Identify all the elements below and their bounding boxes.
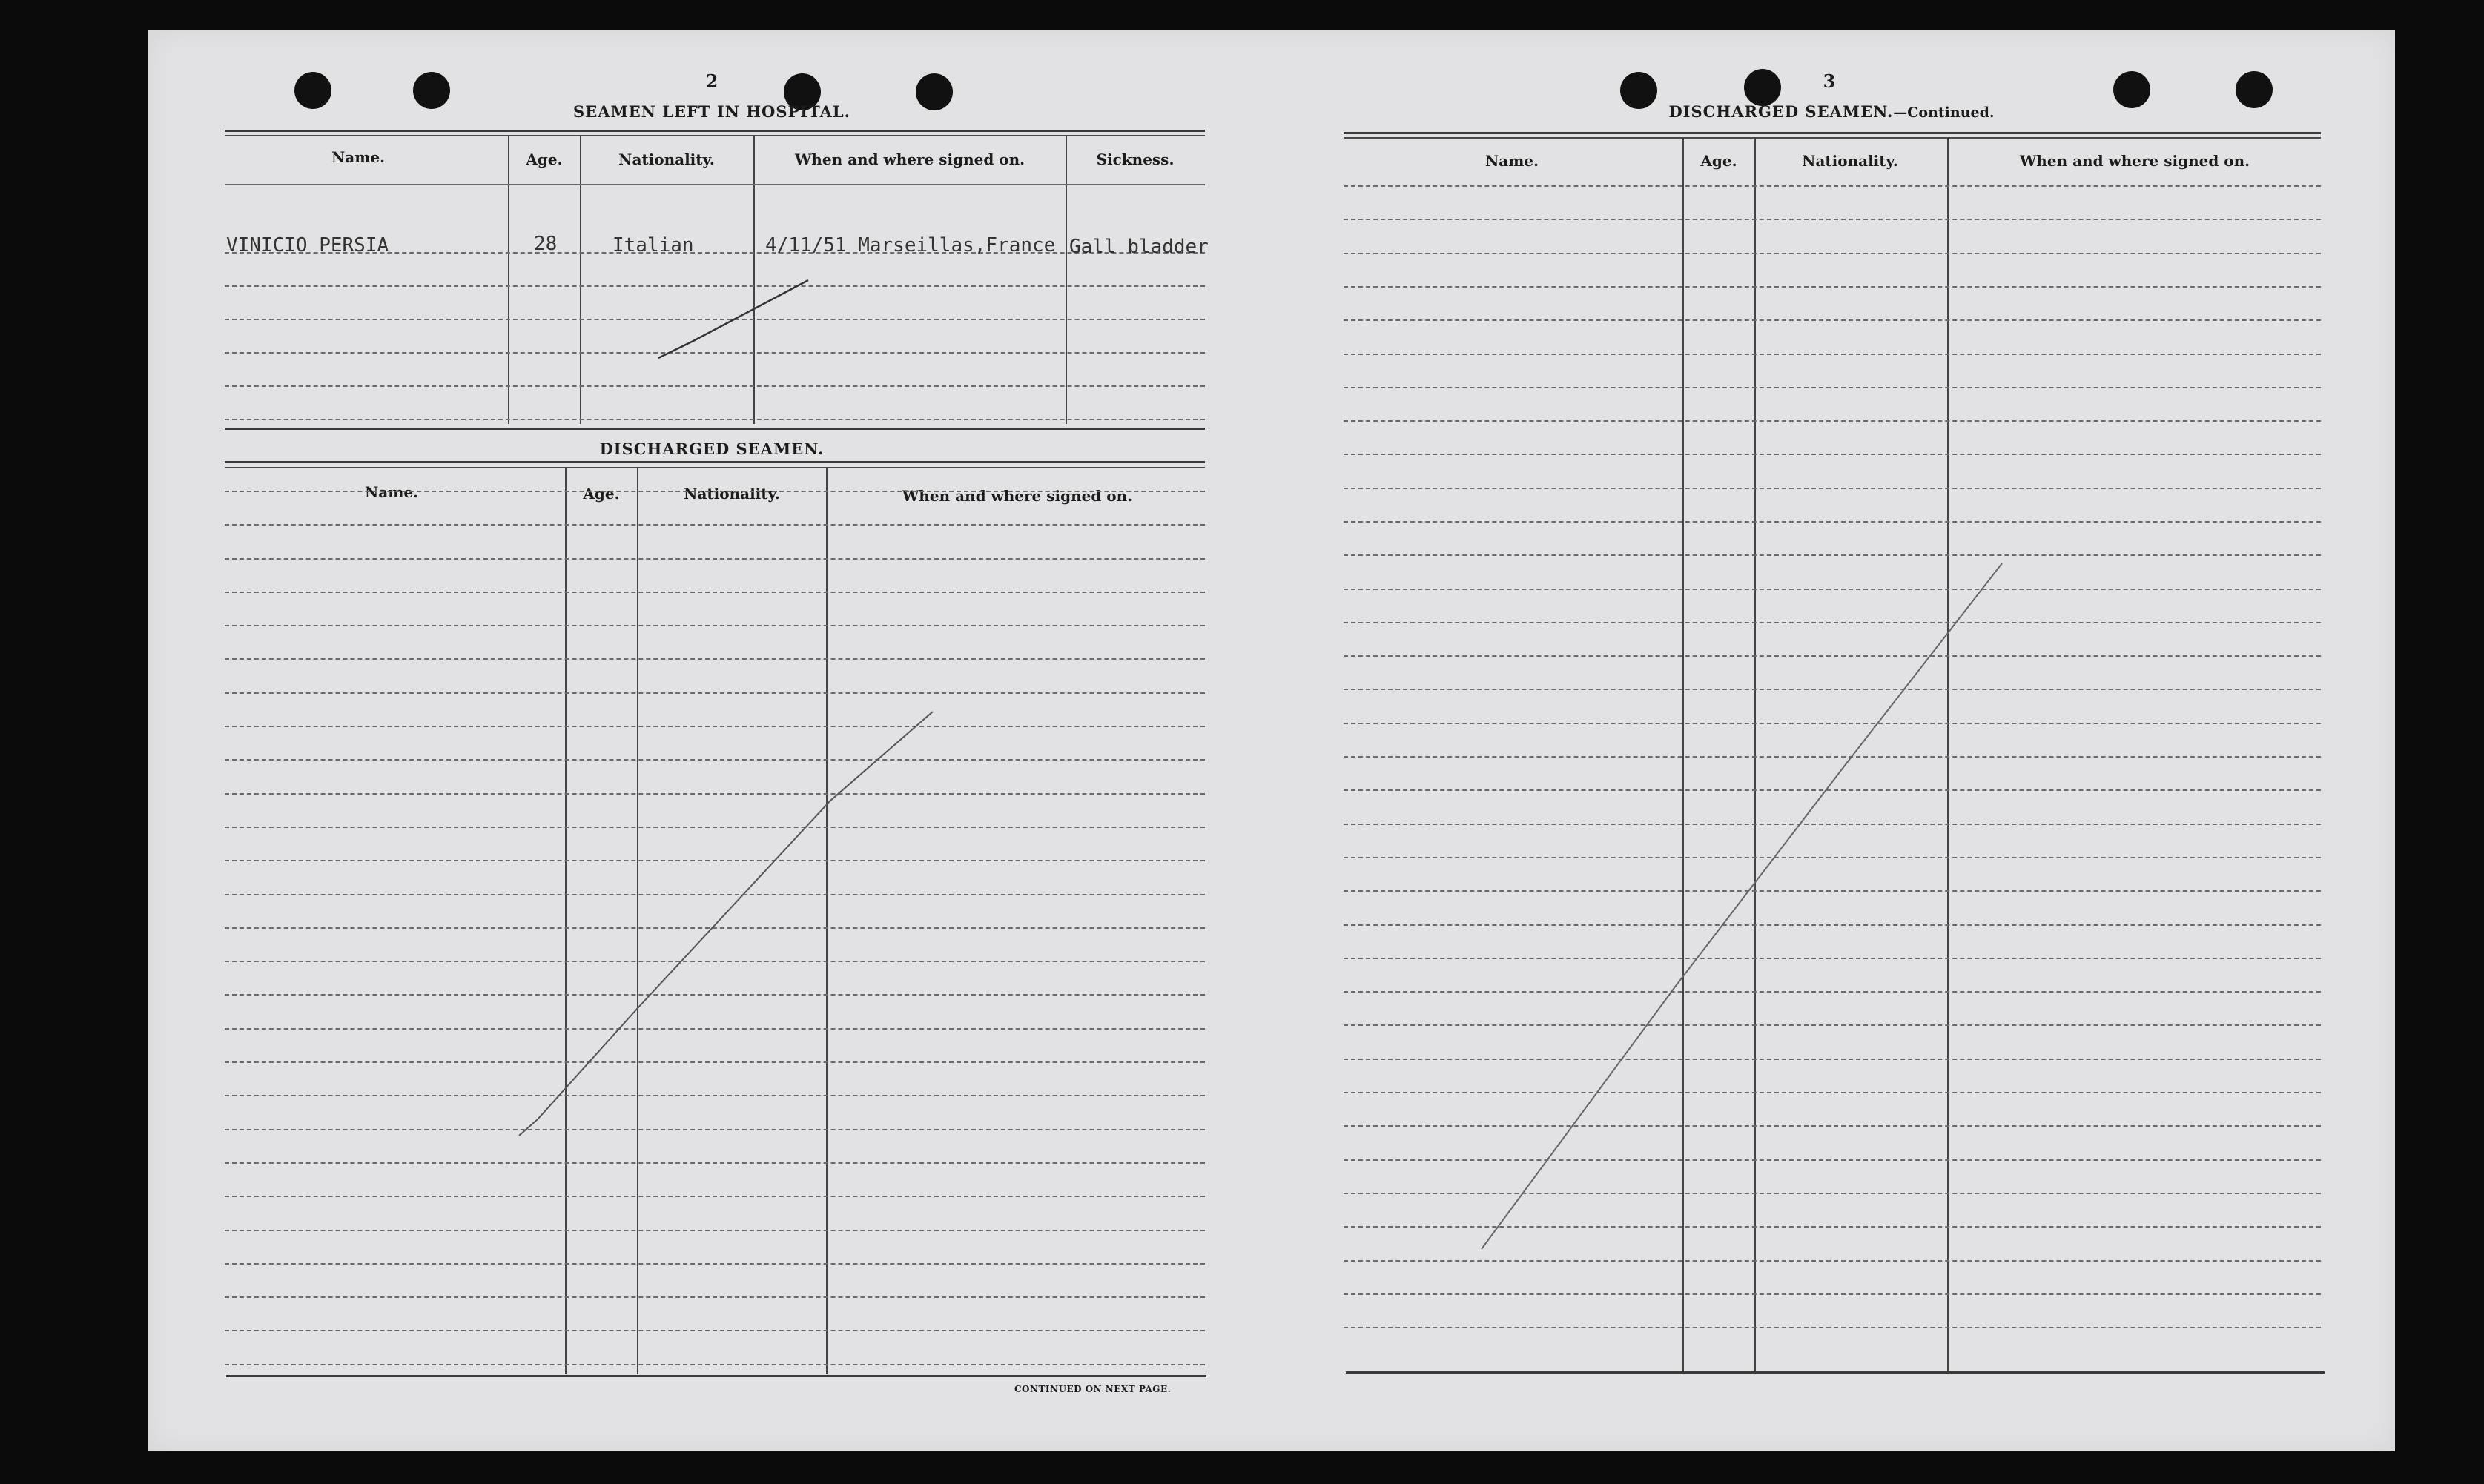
ledger-row-rule — [1344, 1159, 2321, 1161]
right-col-divider — [1754, 137, 1756, 1371]
ledger-row-rule — [225, 524, 1205, 526]
hospital-header-nationality: Nationality. — [618, 150, 715, 168]
ledger-row-rule — [225, 894, 1205, 895]
ledger-row-rule — [1344, 387, 2321, 388]
hospital-entry-name: VINICIO PERSIA — [226, 234, 389, 256]
hospital-row-rule — [225, 319, 1205, 320]
ledger-row-rule — [225, 1129, 1205, 1130]
hospital-table-top-rule2 — [225, 135, 1205, 136]
ledger-row-rule — [1344, 789, 2321, 791]
ledger-row-rule — [225, 860, 1205, 861]
ledger-row-rule — [225, 726, 1205, 727]
ledger-row-rule — [1344, 723, 2321, 724]
ledger-row-rule — [225, 1061, 1205, 1063]
ledger-row-rule — [1344, 1092, 2321, 1093]
hospital-row-rule — [225, 285, 1205, 287]
ledger-row-rule — [225, 1330, 1205, 1331]
ledger-row-rule — [1344, 824, 2321, 825]
punch-hole — [413, 72, 450, 109]
ledger-row-rule — [225, 625, 1205, 626]
discharged-section-title-right — [1602, 102, 2061, 121]
ledger-row-rule — [1344, 1125, 2321, 1127]
right-table-top-rule2 — [1344, 137, 2321, 139]
ledger-row-rule — [225, 692, 1205, 694]
hospital-header-sickness: Sickness. — [1096, 150, 1175, 168]
discharged-header-name-left: Name. — [364, 483, 419, 501]
right-col-divider — [1682, 137, 1684, 1371]
discharged-header-nationality-left: Nationality. — [684, 485, 780, 503]
punch-hole — [1744, 69, 1781, 106]
punch-hole — [916, 73, 953, 110]
discharged-col-divider — [565, 467, 567, 1374]
right-discharged-strike-line — [1482, 563, 2002, 1249]
ledger-row-rule — [225, 994, 1205, 996]
ledger-row-rule — [1344, 1293, 2321, 1295]
ledger-row-rule — [1344, 1024, 2321, 1026]
ledger-row-rule — [1344, 354, 2321, 355]
ledger-row-rule — [1344, 1327, 2321, 1328]
punch-hole — [2236, 71, 2273, 108]
hospital-header-name: Name. — [331, 148, 386, 166]
ledger-row-rule — [225, 1296, 1205, 1298]
discharged-col-divider — [826, 467, 828, 1374]
ledger-row-rule — [1344, 319, 2321, 321]
ledger-row-rule — [1344, 890, 2321, 892]
hospital-entry-sickness: Gall bladder — [1069, 236, 1209, 258]
right-table-bottom-rule — [1346, 1371, 2325, 1374]
ledger-row-rule — [225, 961, 1205, 962]
ledger-row-rule — [1344, 454, 2321, 455]
ledger-row-rule — [225, 1162, 1205, 1164]
ledger-row-rule — [225, 592, 1205, 593]
hospital-row-rule — [225, 352, 1205, 354]
discharged-table-bottom-rule-left — [226, 1375, 1206, 1377]
ledger-row-rule — [225, 558, 1205, 560]
ledger-row-rule — [1344, 488, 2321, 489]
ledger-row-rule — [225, 658, 1205, 660]
hospital-table-top-rule — [225, 130, 1205, 132]
ledger-row-rule — [1344, 622, 2321, 623]
ledger-row-rule — [1344, 253, 2321, 254]
ledger-row-rule — [1344, 554, 2321, 556]
right-table-top-rule — [1344, 132, 2321, 134]
ledger-row-rule — [1344, 958, 2321, 959]
hospital-row-rule — [225, 184, 1205, 185]
hospital-col-divider — [580, 135, 581, 424]
ledger-row-rule — [225, 827, 1205, 828]
ledger-row-rule — [1344, 756, 2321, 758]
ledger-row-rule — [225, 1028, 1205, 1030]
ledger-row-rule — [1344, 1260, 2321, 1262]
ledger-row-rule — [1344, 1059, 2321, 1060]
ledger-row-rule — [1344, 420, 2321, 422]
ledger-sheet — [148, 30, 2395, 1451]
ledger-row-rule — [1344, 857, 2321, 858]
continued-note: CONTINUED ON NEXT PAGE. — [1014, 1384, 1172, 1394]
punch-hole — [294, 72, 331, 109]
discharged-title-right-suffix: —Continued. — [1893, 105, 1995, 121]
punch-hole — [2113, 71, 2150, 108]
ledger-row-rule — [225, 491, 1205, 492]
hospital-entry-signed-on: 4/11/51 Marseillas,France — [765, 234, 1056, 256]
hospital-col-divider — [1066, 135, 1067, 424]
ledger-row-rule — [225, 1263, 1205, 1265]
discharged-header-age-right: Age. — [1700, 152, 1737, 170]
ledger-row-rule — [1344, 1226, 2321, 1228]
page-number-left: 2 — [705, 70, 719, 92]
ledger-row-rule — [1344, 521, 2321, 523]
hospital-entry-age: 28 — [534, 233, 558, 255]
ledger-row-rule — [1344, 655, 2321, 657]
ledger-row-rule — [225, 1196, 1205, 1197]
ledger-row-rule — [225, 1095, 1205, 1096]
ledger-row-rule — [225, 1230, 1205, 1231]
hospital-col-divider — [753, 135, 755, 424]
ledger-row-rule — [1344, 219, 2321, 220]
hospital-row-rule — [225, 385, 1205, 387]
page-number-right: 3 — [1823, 70, 1836, 92]
ledger-row-rule — [1344, 924, 2321, 926]
discharged-header-nationality-right: Nationality. — [1802, 152, 1898, 170]
hospital-table-bottom-rule — [225, 428, 1205, 430]
ledger-row-rule — [225, 1364, 1205, 1365]
left-discharged-strike-line — [519, 712, 933, 1136]
discharged-table-top-rule — [225, 461, 1205, 463]
discharged-title-right-main: DISCHARGED SEAMEN. — [1668, 102, 1894, 121]
ledger-row-rule — [1344, 286, 2321, 288]
discharged-header-name-right: Name. — [1484, 152, 1539, 170]
discharged-header-signed-on-right: When and where signed on. — [2019, 152, 2250, 170]
pen-strike-lines — [148, 30, 2395, 1451]
right-col-divider — [1947, 137, 1949, 1371]
hospital-entry-nationality: Italian — [612, 234, 694, 256]
ledger-row-rule — [1344, 689, 2321, 690]
hospital-header-age: Age. — [526, 150, 563, 168]
discharged-header-age-left: Age. — [583, 485, 620, 503]
ledger-row-rule — [1344, 991, 2321, 993]
ledger-row-rule — [225, 793, 1205, 795]
discharged-section-title-left: DISCHARGED SEAMEN. — [599, 440, 825, 458]
discharged-col-divider — [637, 467, 638, 1374]
ledger-row-rule — [1344, 185, 2321, 187]
ledger-row-rule — [1344, 589, 2321, 590]
ledger-row-rule — [225, 927, 1205, 929]
ledger-row-rule — [1344, 1193, 2321, 1194]
discharged-header-signed-on-left: When and where signed on. — [902, 487, 1133, 505]
hospital-section-title: SEAMEN LEFT IN HOSPITAL. — [573, 102, 850, 121]
hospital-row-rule — [225, 419, 1205, 420]
hospital-col-divider — [508, 135, 509, 424]
discharged-table-top-rule2 — [225, 467, 1205, 468]
hospital-header-signed-on: When and where signed on. — [794, 150, 1025, 168]
ledger-row-rule — [225, 759, 1205, 761]
